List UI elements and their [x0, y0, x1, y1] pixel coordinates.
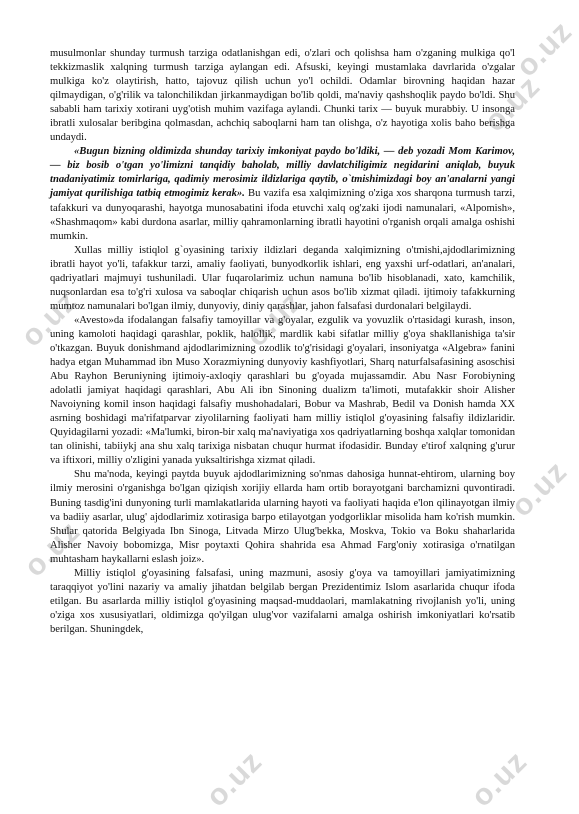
paragraph: Xullas milliy istiqlol g`oyasining tarixiy ildizlari deganda xalqimizning o'tmishi,ajdodlarimizning ibratli hayot yo'li, tafakkur tarzi, amaliy faoliyati, bunyodkorlik ishlari, eng yaxshi urf-odatlari, an'analari, qadriyatlari majmuyi tushuniladi. Ular fuqarolarimiz uchun namuna bo'lib hisoblanadi, xato, kamchilik, nuqsonlardan esa to'g'ri xulosa va saboqlar chiqarish uchun asos bo'lib xizmat qiladi. ijtimoiy tafakkurning mumtoz namunalari bo'lgan ilmiy, dunyoviy, diniy qarashlar, jahon falsafasi durdonalari belgilaydi. [50, 244, 515, 312]
paragraph-text: Bu vazifa esa xalqimizning o'ziga xos sharqona turmush tarzi, tafakkuri va dunyoqarashi, hayotga munosabatini ifoda etuvchi xalq og'zaki ijodi namunalari, «Alpomish», «Shashmaqom» kabi durdona asarlar, milliy qahramonlarning ibratli hayotini o'rganish orqali amalga oshishi mumkin. [50, 188, 515, 242]
paragraph: Shu ma'noda, keyingi paytda buyuk ajdodlarimizning so'nmas dahosiga hunnat-ehtirom, ularning boy ilmiy merosini o'rganishga bo'lgan qiziqish xorijiy ellarda ham ortib borayotgani barchamizni quvontiradi. Buning tasdig'ini dunyoning turli mamlakatlarida ularning hayoti va faoliyati haqida e'lon qilinayotgan ilmiy va badiiy asarlar, ulug' ajdodlarimiz xotirasiga barpo etilayotgan yodgorliklar misolida ham ko'rish mumkin. Shular qatorida Belgiyada Ibn Sinoga, Litvada Mirzo Ulug'bekka, Moskva, Tokio va Boku shaharlarida Alisher Navoiy bobomizga, Misr poytaxti Qohira shahrida esa Ahmad Farg'oniy xotirasiga o'rnatilgan muhtasham haykallarni eslash joiz». [50, 469, 515, 565]
paragraph [50, 145, 515, 243]
paragraph: Milliy istiqlol g'oyasining falsafasi, uning mazmuni, asosiy g'oya va tamoyillari jamiyatimizning taraqqiyot yo'lini nazariy va amaliy jihatdan belgilab bergan Prezidentimiz Islom asarlarida chuqur ifoda etilgan. Bu asarlarda milliy istiqlol g'oyasining maqsad-muddaolari, mamlakatning rivojlanish yo'li, uning o'ziga xos xususiyatlari, oldimizga qo'yilgan ulug'vor vazifalarni amalga oshirish imkoniyatlari ko'rsatib berilgan. Shuningdek, [50, 567, 515, 635]
watermark: o.uz [18, 514, 87, 584]
body-text [50, 47, 515, 637]
watermark: o.uz [240, 284, 309, 354]
paragraph: «Avesto»da ifodalangan falsafiy tamoyillar va g'oyalar, ezgulik va yovuzlik o'rtasidagi kurash, inson, uning kamoloti haqidagi qarashlar, poklik, halollik, mardlik kabi sifatlar milliy g'oya shakllanishiga ta'sir o'tkazgan. Buyuk donishmand ajdodlarimizning ozodlik to'g'risidagi g'oyalari, insoniyatga «Algebra» fanini hadya etgan Muhammad ibn Muso Xorazmiyning dunyoviy kashfiyotlari, Sharq naturfalsafasining asoschisi Abu Rayhon Beruniyning ijtimoiy-axloqiy qarashlari bu g'oyada mujassamdir. Abu Nasr Forobiyning adolatli jamiyat haqidagi qarashlari, Abu Ali ibn Sinoning dualizm ta'limoti, mutafakkir shoir Alisher Navoiyning komil inson haqidagi falsafiy mushohadalari, Bobur va Mashrab, Bedil va Donish hamda XX asrning boshidagi ma'rifatparvar ziyolilarning faoliyati ham milliy istiqlol g'oyasining falsafiy ildizlaridir. Quyidagilarni yozadi: «Ma'lumki, biron-bir xalq ma'naviyatiga xos qadriyatlarning boshqa xalqlar tomonidan tan olinishi, tabiiykj ana shu xalq tarixiga nisbatan chuqur hurmat ifodasidir. Bunday e'tirof xalqning g'urur va iftixori, milliy o'zligini yanada yuksaltirishga xizmat qiladi. [50, 314, 515, 467]
watermark: o.uz [478, 69, 547, 139]
quotation: «Bugun bizning oldimizda shunday tarixiy imkoniyat paydo bo'ldiki, — deb yozadi Mom Karimov, — biz bosib o'tgan yo'limizni tanqidiy baholab, milliy davlatchiligimiz negidarini aniqlab, buyuk tnadaniyatimiz tomirlariga, qadimiy merosimiz ildizlariga qaytib, o`tmishimizdagi boy an'analarni yangi jamiyat qurilishiga tatbiq etmogimiz kerak». [50, 146, 515, 200]
watermark: o.uz [200, 744, 269, 814]
watermark: o.uz [15, 284, 84, 354]
watermark: o.uz [465, 744, 534, 814]
watermark: o.uz [510, 14, 579, 84]
paragraph: musulmonlar shunday turmush tarziga odatlanishgan edi, o'zlari och qolishsa ham o'zganing mulkiga qo'l tekkizmaslik xalqning turmush tarziga aylangan edi. Afsuski, keyingi mustamlaka davrlarida o'zgalar mulkiga ko'z olaytirish, hatto, tajovuz qilish uchun yo'l ochildi. Odamlar birovning haqidan hazar qilmaydigan, o'g'rilik va talonchilikdan jirkanmaydigan bo'lib qoldi, ma'naviy qashshoqlik paydo bo'ldi. Shu sababli ham tarixiy xotirani uyg'otish muhim vazifaga aylandi. Chunki tarix — buyuk murabbiy. U insonga ibratli xulosalar beribgina qolmasdan, achchiq saboqlarni ham tan olishga, o'z hayotiga xolis baho berishga undaydi. [50, 48, 515, 144]
watermark: o.uz [505, 454, 574, 524]
